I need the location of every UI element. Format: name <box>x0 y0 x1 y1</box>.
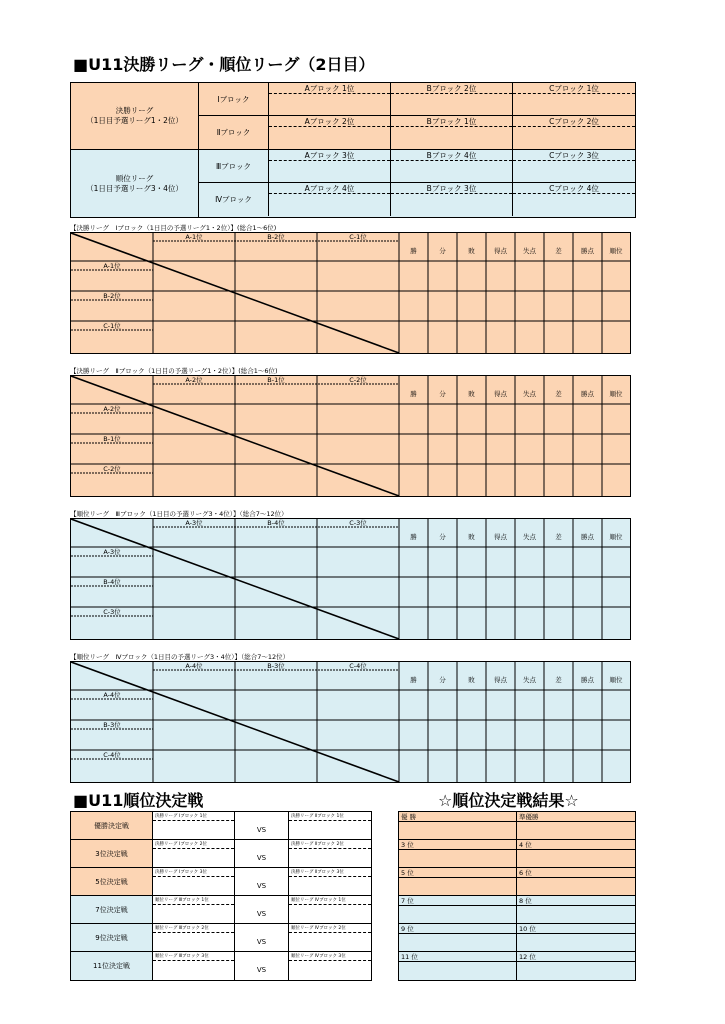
finals-team-source: 順位リーグ Ⅲブロック 3位 <box>153 952 234 961</box>
overview-cell <box>269 116 391 149</box>
overview-row <box>199 150 635 183</box>
league-col-header: C-3位 <box>349 519 367 527</box>
stat-header: 勝点 <box>581 247 594 255</box>
stat-header: 勝点 <box>581 533 594 541</box>
overview-cell-text: Aブロック 2位 <box>269 116 390 127</box>
finals-row <box>71 840 371 868</box>
finals-team-right <box>289 924 371 951</box>
overview-cell-text: Cブロック 2位 <box>513 116 635 127</box>
stat-header: 分 <box>439 676 446 684</box>
results-place-label: 11 位 <box>399 952 516 962</box>
vs-label: VS <box>235 868 289 895</box>
league-row-label: B-2位 <box>103 292 121 300</box>
overview-cell-text: Aブロック 3位 <box>269 150 390 161</box>
finals-match-name: 11位決定戦 <box>71 952 153 980</box>
overview-cell <box>269 83 391 115</box>
results-place-label: 優 勝 <box>399 812 516 822</box>
results-cell <box>399 924 517 951</box>
stat-header: 分 <box>439 533 446 541</box>
finals-team-source: 順位リーグ Ⅳブロック 3位 <box>289 952 371 961</box>
results-place-label: 10 位 <box>517 924 635 934</box>
overview-cell <box>391 183 513 216</box>
results-cell <box>517 952 635 980</box>
stat-header: 分 <box>439 247 446 255</box>
stat-header: 得点 <box>494 533 507 541</box>
finals-row <box>71 868 371 896</box>
finals-row <box>71 812 371 840</box>
stat-header: 順位 <box>609 676 623 684</box>
finals-team-source: 決勝リーグ Ⅰブロック 1位 <box>153 812 234 821</box>
overview-cell-text: Cブロック 4位 <box>513 183 635 194</box>
results-row <box>399 868 635 896</box>
finals-team-source: 決勝リーグ Ⅱブロック 1位 <box>289 812 371 821</box>
stat-header: 失点 <box>523 533 536 541</box>
finals-team-left <box>153 924 235 951</box>
league-col-header: A-1位 <box>185 233 203 241</box>
stat-header: 勝 <box>410 676 417 684</box>
overview-cell-text: Cブロック 1位 <box>513 83 635 94</box>
finals-team-left <box>153 840 235 867</box>
league-row-label: C-4位 <box>103 751 121 759</box>
stat-header: 差 <box>555 247 562 255</box>
overview-group-ranking <box>71 150 635 217</box>
results-row <box>399 812 635 840</box>
finals-team-source: 順位リーグ Ⅳブロック 1位 <box>289 896 371 905</box>
finals-row <box>71 952 371 980</box>
overview-cell <box>391 116 513 149</box>
league-col-header: C-1位 <box>349 233 367 241</box>
results-place-label: 3 位 <box>399 840 516 850</box>
overview-cell-text: Aブロック 1位 <box>269 83 390 94</box>
stat-header: 勝 <box>410 390 417 398</box>
results-table <box>398 811 636 981</box>
finals-team-left <box>153 952 235 980</box>
results-place-label: 8 位 <box>517 896 635 906</box>
vs-label: VS <box>235 924 289 951</box>
league-col-header: B-1位 <box>267 376 285 384</box>
league-row-label: B-3位 <box>103 721 121 729</box>
league-row-label: A-1位 <box>103 262 121 270</box>
overview-cell-text: Aブロック 4位 <box>269 183 390 194</box>
overview-row <box>199 183 635 216</box>
league-col-header: B-2位 <box>267 233 285 241</box>
league-row-label: A-2位 <box>103 405 121 413</box>
overview-group-title: 決勝リーグ <box>115 106 154 115</box>
vs-label: VS <box>235 840 289 867</box>
results-cell <box>517 868 635 895</box>
overview-block-name: Ⅰブロック <box>199 83 269 115</box>
results-place-label: 9 位 <box>399 924 516 934</box>
finals-match-name: 9位決定戦 <box>71 924 153 951</box>
finals-match-name: 3位決定戦 <box>71 840 153 867</box>
results-row <box>399 952 635 980</box>
finals-team-left <box>153 868 235 895</box>
finals-team-right <box>289 868 371 895</box>
results-place-label: 5 位 <box>399 868 516 878</box>
finals-team-left <box>153 812 235 839</box>
stat-header: 順位 <box>609 533 623 541</box>
vs-label: VS <box>235 812 289 839</box>
overview-cell-text: Cブロック 3位 <box>513 150 635 161</box>
stat-header: 順位 <box>609 390 623 398</box>
league-table <box>70 375 631 497</box>
stat-header: 失点 <box>523 390 536 398</box>
league-row-label: C-2位 <box>103 465 121 473</box>
overview-group-final <box>71 83 635 150</box>
league-col-header: B-4位 <box>267 519 285 527</box>
league-row-label: B-4位 <box>103 578 121 586</box>
stat-header: 勝点 <box>581 676 594 684</box>
stat-header: 分 <box>439 390 446 398</box>
results-cell <box>517 812 635 839</box>
overview-block-name: Ⅳブロック <box>199 183 269 216</box>
stat-header: 勝 <box>410 247 417 255</box>
league-col-header: B-3位 <box>267 662 285 670</box>
overview-cell-text: Bブロック 2位 <box>391 83 512 94</box>
stat-header: 失点 <box>523 247 536 255</box>
league-col-header: C-4位 <box>349 662 367 670</box>
results-place-label: 準優勝 <box>517 812 635 822</box>
finals-row <box>71 896 371 924</box>
vs-label: VS <box>235 952 289 980</box>
stat-header: 敗 <box>468 247 475 255</box>
stat-header: 失点 <box>523 676 536 684</box>
finals-team-source: 順位リーグ Ⅲブロック 1位 <box>153 896 234 905</box>
finals-team-source: 順位リーグ Ⅳブロック 2位 <box>289 924 371 933</box>
stat-header: 順位 <box>609 247 623 255</box>
finals-team-right <box>289 896 371 923</box>
overview-cell <box>391 150 513 182</box>
overview-block-name: Ⅱブロック <box>199 116 269 149</box>
overview-block-name: Ⅲブロック <box>199 150 269 182</box>
overview-group-sub: （1日目予選リーグ3・4位） <box>86 183 183 193</box>
finals-table <box>70 811 372 981</box>
league-row-label: A-3位 <box>103 548 121 556</box>
results-place-label: 12 位 <box>517 952 635 962</box>
stat-header: 得点 <box>494 247 507 255</box>
results-title: ☆順位決定戦結果☆ <box>438 791 579 810</box>
results-row <box>399 896 635 924</box>
overview-cell-text: Bブロック 3位 <box>391 183 512 194</box>
results-cell <box>399 812 517 839</box>
league-caption: 【決勝リーグ Ⅱブロック（1日目の予選リーグ1・2位）】(総合1～6位) <box>70 367 278 375</box>
finals-team-source: 決勝リーグ Ⅱブロック 3位 <box>289 868 371 877</box>
finals-team-right <box>289 812 371 839</box>
finals-title: ■U11順位決定戦 <box>73 791 204 810</box>
results-place-label: 7 位 <box>399 896 516 906</box>
finals-team-source: 決勝リーグ Ⅰブロック 2位 <box>153 840 234 849</box>
overview-cell <box>513 83 635 115</box>
finals-team-right <box>289 840 371 867</box>
stat-header: 得点 <box>494 676 507 684</box>
stat-header: 差 <box>555 676 562 684</box>
league-table <box>70 232 631 354</box>
stat-header: 敗 <box>468 390 475 398</box>
league-col-header: A-4位 <box>185 662 203 670</box>
finals-team-source: 順位リーグ Ⅲブロック 2位 <box>153 924 234 933</box>
results-cell <box>399 952 517 980</box>
vs-label: VS <box>235 896 289 923</box>
overview-cell-text: Bブロック 1位 <box>391 116 512 127</box>
league-table <box>70 661 631 783</box>
league-row-label: A-4位 <box>103 691 121 699</box>
league-row-label: B-1位 <box>103 435 121 443</box>
stat-header: 敗 <box>468 533 475 541</box>
league-caption: 【決勝リーグ Ⅰブロック（1日目の予選リーグ1・2位）】(総合1～6位) <box>70 224 277 232</box>
overview-table <box>70 82 636 218</box>
finals-team-source: 決勝リーグ Ⅰブロック 3位 <box>153 868 234 877</box>
finals-team-source: 決勝リーグ Ⅱブロック 2位 <box>289 840 371 849</box>
results-cell <box>399 868 517 895</box>
overview-group-label <box>71 150 199 217</box>
overview-group-sub: （1日目予選リーグ1・2位） <box>86 116 183 125</box>
overview-cell <box>513 183 635 216</box>
finals-team-left <box>153 896 235 923</box>
results-cell <box>399 840 517 867</box>
stat-header: 差 <box>555 533 562 541</box>
results-cell <box>517 924 635 951</box>
page-title: ■U11決勝リーグ・順位リーグ（2日目） <box>73 55 375 74</box>
league-col-header: A-3位 <box>185 519 203 527</box>
stat-header: 差 <box>555 390 562 398</box>
overview-row <box>199 116 635 149</box>
league-caption: 【順位リーグ Ⅲブロック（1日目の予選リーグ3・4位）】（総合7～12位） <box>70 510 288 518</box>
finals-team-right <box>289 952 371 980</box>
league-row-label: C-3位 <box>103 608 121 616</box>
finals-match-name: 優勝決定戦 <box>71 812 153 839</box>
finals-row <box>71 924 371 952</box>
league-table <box>70 518 631 640</box>
league-row-label: C-1位 <box>103 322 121 330</box>
results-cell <box>399 896 517 923</box>
overview-cell <box>269 150 391 182</box>
overview-cell <box>513 150 635 182</box>
results-row <box>399 840 635 868</box>
finals-match-name: 7位決定戦 <box>71 896 153 923</box>
league-col-header: A-2位 <box>185 376 203 384</box>
league-caption: 【順位リーグ Ⅳブロック（1日目の予選リーグ3・4位）】（総合7～12位） <box>70 653 290 661</box>
overview-group-label <box>71 83 199 149</box>
overview-cell <box>269 183 391 216</box>
stat-header: 勝点 <box>581 390 594 398</box>
results-cell <box>517 840 635 867</box>
overview-row <box>199 83 635 116</box>
league-col-header: C-2位 <box>349 376 367 384</box>
results-place-label: 4 位 <box>517 840 635 850</box>
overview-cell-text: Bブロック 4位 <box>391 150 512 161</box>
stat-header: 敗 <box>468 676 475 684</box>
overview-cell <box>391 83 513 115</box>
stat-header: 勝 <box>410 533 417 541</box>
overview-cell <box>513 116 635 149</box>
results-row <box>399 924 635 952</box>
stat-header: 得点 <box>494 390 507 398</box>
finals-match-name: 5位決定戦 <box>71 868 153 895</box>
results-cell <box>517 896 635 923</box>
overview-group-title: 順位リーグ <box>115 173 154 183</box>
results-place-label: 6 位 <box>517 868 635 878</box>
